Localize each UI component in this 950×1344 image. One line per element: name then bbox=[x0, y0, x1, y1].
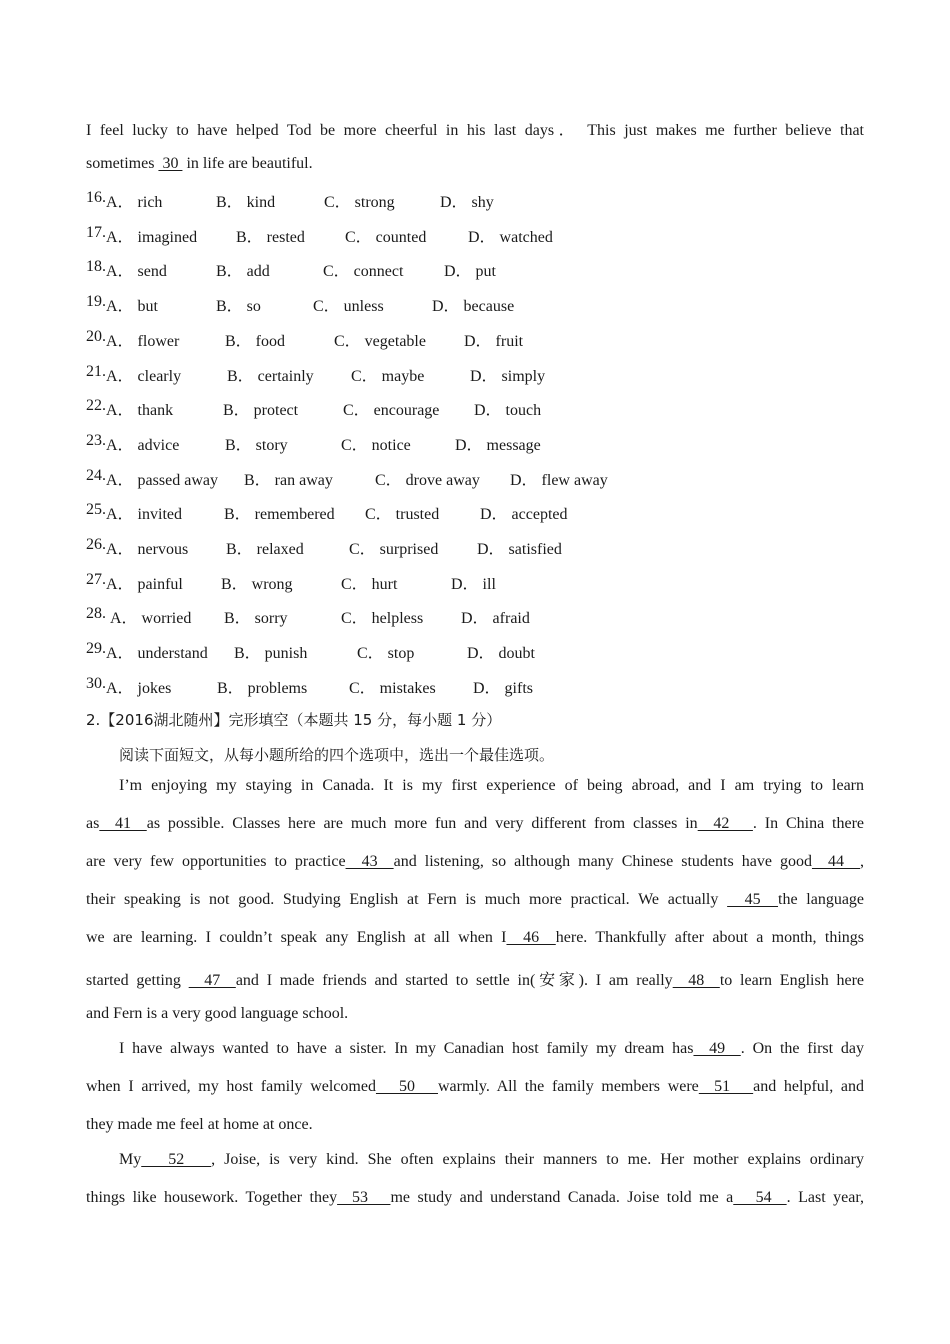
intro-line-2: sometimes 30 in life are beautiful. bbox=[86, 155, 313, 172]
option-a: A． thank bbox=[106, 402, 174, 420]
question-number: 18. bbox=[86, 258, 106, 276]
intro-line-1: I feel lucky to have helped Tod be more cheerful in his last days． This just makes me further believe that bbox=[86, 122, 864, 139]
p2-line-1: I have always wanted to have a sister. In my Canadian host family my dream has 49 . On the first day bbox=[119, 1040, 865, 1057]
option-a: A． nervous bbox=[106, 541, 189, 558]
option-c: C． notice bbox=[341, 436, 411, 454]
option-c: C． trusted bbox=[365, 506, 440, 524]
option-c: C． hurt bbox=[341, 575, 398, 593]
option-b: B． sorry bbox=[224, 610, 288, 628]
p1-line-4: their speaking is not good. Studying English at Fern is much more practical. We actually 45 the language bbox=[86, 891, 865, 908]
question-number: 30. bbox=[86, 674, 106, 692]
blank-43: 43 bbox=[345, 853, 394, 870]
blank-51: 51 bbox=[698, 1078, 754, 1095]
option-b: B． remembered bbox=[224, 506, 335, 524]
option-b: B． problems bbox=[217, 679, 308, 697]
question-number: 17. bbox=[86, 223, 106, 241]
option-a: A． understand bbox=[106, 645, 208, 663]
option-b: B． add bbox=[216, 263, 270, 281]
option-d: D． afraid bbox=[461, 610, 530, 628]
option-a: A． jokes bbox=[106, 679, 172, 697]
option-d: D． flew away bbox=[510, 471, 608, 489]
blank-30: 30 bbox=[158, 155, 183, 172]
blank-53: 53 bbox=[337, 1189, 391, 1206]
option-b: B． wrong bbox=[221, 575, 293, 593]
option-d: D． message bbox=[455, 436, 541, 454]
p1-line-2: as 41 as possible. Classes here are much more fun and very different from classes in 42 . In China there bbox=[86, 815, 864, 832]
option-c: C． unless bbox=[313, 298, 384, 316]
option-b: B． kind bbox=[216, 194, 276, 211]
blank-48: 48 bbox=[672, 972, 720, 989]
option-b: B． food bbox=[225, 332, 286, 350]
option-b: B． relaxed bbox=[226, 541, 304, 558]
option-a: A． worried bbox=[110, 610, 192, 628]
option-d: D． accepted bbox=[480, 506, 568, 524]
blank-42: 42 bbox=[697, 815, 753, 832]
option-b: B． rested bbox=[236, 228, 305, 246]
option-a: A． send bbox=[106, 263, 167, 281]
question-number: 21. bbox=[86, 362, 106, 380]
p1-line-6: started getting 47 and I made friends and started to settle in(安家). I am really 48 to learn English here bbox=[86, 972, 865, 989]
section-2-heading: 2.【2016湖北随州】完形填空（本题共 15 分，每小题 1 分） bbox=[86, 711, 502, 729]
option-a: A． clearly bbox=[106, 367, 182, 385]
option-d: D． fruit bbox=[464, 332, 524, 350]
blank-47: 47 bbox=[188, 972, 236, 989]
option-a: A． passed away bbox=[106, 471, 218, 489]
option-c: C． strong bbox=[324, 194, 395, 211]
section-2-instruction: 阅读下面短文，从每小题所给的四个选项中，选出一个最佳选项。 bbox=[119, 746, 555, 764]
p3-line-1: My 52 , Joise, is very kind. She often explains their manners to me. Her mother explains ordinary bbox=[119, 1151, 864, 1168]
option-d: D． ill bbox=[451, 575, 496, 593]
option-d: D． touch bbox=[474, 402, 542, 420]
question-number: 20. bbox=[86, 327, 106, 345]
option-a: A． but bbox=[106, 298, 159, 316]
blank-50: 50 bbox=[375, 1078, 438, 1095]
option-b: B． punish bbox=[234, 645, 308, 663]
option-a: A． rich bbox=[106, 194, 163, 211]
option-b: B． protect bbox=[223, 402, 299, 420]
option-d: D． satisfied bbox=[477, 541, 562, 558]
option-b: B． story bbox=[225, 436, 288, 454]
option-b: B． certainly bbox=[227, 367, 314, 385]
question-number: 23. bbox=[86, 431, 106, 449]
blank-52: 52 bbox=[141, 1151, 212, 1168]
blank-54: 54 bbox=[733, 1189, 787, 1206]
blank-49: 49 bbox=[693, 1040, 741, 1057]
option-d: D． gifts bbox=[473, 679, 534, 697]
option-c: C． connect bbox=[323, 263, 404, 281]
option-c: C． helpless bbox=[341, 610, 424, 628]
option-c: C． surprised bbox=[349, 541, 439, 558]
option-c: C． encourage bbox=[343, 402, 440, 420]
option-b: B． so bbox=[216, 298, 261, 316]
question-number: 25. bbox=[86, 501, 106, 519]
option-a: A． painful bbox=[106, 575, 183, 593]
question-number: 16. bbox=[86, 189, 106, 206]
option-b: B． ran away bbox=[244, 471, 333, 489]
option-a: A． flower bbox=[106, 332, 180, 350]
p2-line-2: when I arrived, my host family welcomed 50 warmly. All the family members were 51 and helpful, and bbox=[86, 1078, 865, 1095]
p3-line-2: things like housework. Together they 53 me study and understand Canada. Joise told me a 54 . Last year, bbox=[86, 1189, 865, 1206]
option-d: D． put bbox=[444, 263, 497, 281]
option-c: C． mistakes bbox=[349, 679, 436, 697]
question-number: 24. bbox=[86, 466, 106, 484]
option-d: D． watched bbox=[468, 228, 553, 246]
option-d: D． shy bbox=[440, 194, 494, 211]
option-a: A． invited bbox=[106, 506, 182, 524]
option-c: C． drove away bbox=[375, 471, 480, 489]
option-d: D． doubt bbox=[467, 645, 536, 663]
option-d: D． simply bbox=[470, 367, 546, 385]
question-number: 28. bbox=[86, 605, 106, 623]
question-number: 29. bbox=[86, 640, 106, 658]
question-number: 19. bbox=[86, 293, 106, 311]
p1-line-3: are very few opportunities to practice 43 and listening, so although many Chinese students have good 44 , bbox=[86, 853, 865, 870]
p2-line-3: they made me feel at home at once. bbox=[86, 1116, 313, 1133]
option-d: D． because bbox=[432, 298, 515, 316]
question-number: 27. bbox=[86, 570, 106, 588]
option-a: A． advice bbox=[106, 436, 180, 454]
p1-line-1: I’m enjoying my staying in Canada. It is my first experience of being abroad, and I am trying to learn bbox=[119, 777, 864, 794]
blank-46: 46 bbox=[506, 929, 556, 946]
option-c: C． maybe bbox=[351, 367, 425, 385]
blank-44: 44 bbox=[811, 853, 861, 870]
blank-45: 45 bbox=[727, 891, 779, 908]
blank-41: 41 bbox=[99, 815, 147, 832]
option-c: C． stop bbox=[357, 645, 415, 663]
p1-line-7: and Fern is a very good language school. bbox=[86, 1005, 349, 1022]
option-c: C． counted bbox=[345, 228, 427, 246]
question-number: 22. bbox=[86, 397, 106, 415]
question-number: 26. bbox=[86, 536, 106, 553]
p1-line-5: we are learning. I couldn’t speak any English at all when I 46 here. Thankfully after about a month, things bbox=[86, 929, 865, 946]
option-c: C． vegetable bbox=[334, 332, 426, 350]
option-a: A． imagined bbox=[106, 228, 198, 246]
